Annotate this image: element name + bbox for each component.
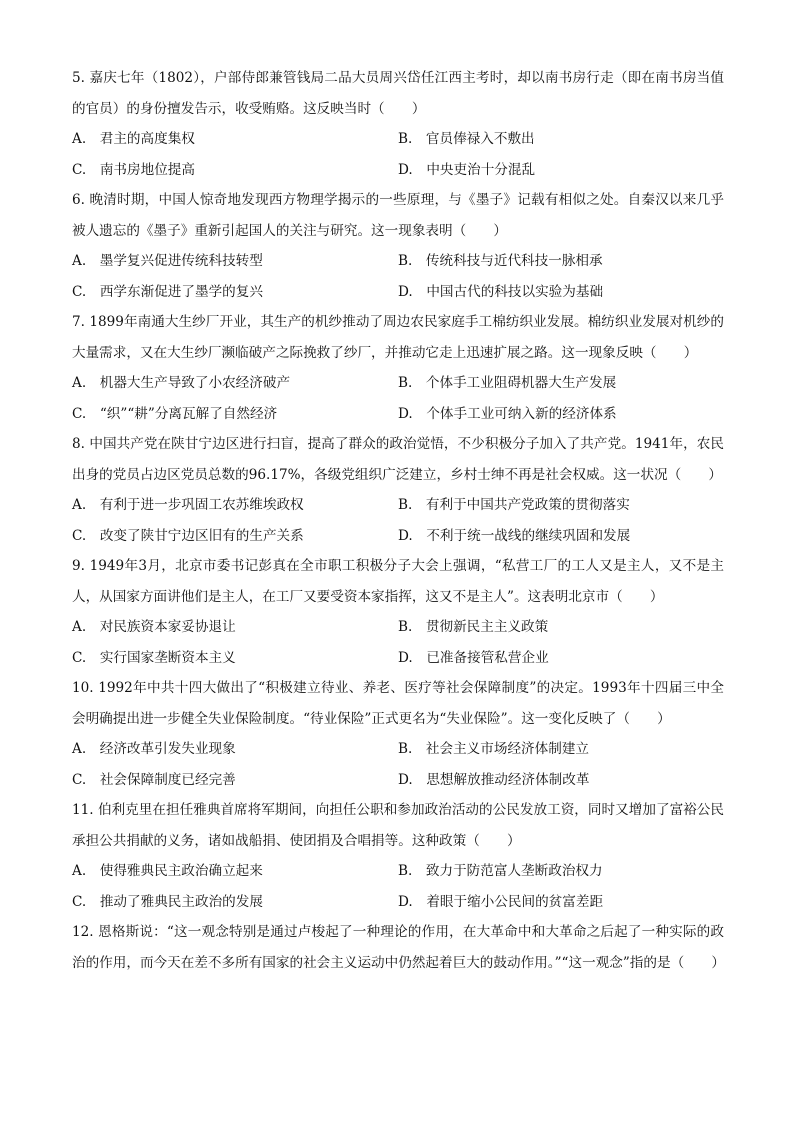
- question-12: [72, 917, 724, 978]
- answer-option: A. 机器大生产导致了小农经济破产: [72, 375, 291, 391]
- question-stem: 9. 1949年3月，北京市委书记彭真在全市职工积极分子大会上强调，“私营工厂的工人又是主人，又不是主人，从国家方面讲他们是主人，在工厂又要受资本家指挥，这又不是主人”。这表明北京市（ ）: [72, 558, 724, 605]
- answer-option: D. 中央吏治十分混乱: [398, 161, 536, 178]
- answer-option: C. 实行国家垄断资本主义: [72, 649, 236, 666]
- answer-options: [72, 246, 724, 307]
- question-11: [72, 795, 724, 917]
- question-stem: 12. 恩格斯说：“这一观念特别是通过卢梭起了一种理论的作用，在大革命中和大革命之后起了一种实际的政治的作用，而今天在差不多所有国家的社会主义运动中仍然起着巨大的鼓动作用。”“这一观念”指的是（ ）: [72, 924, 725, 971]
- question-stem: 8. 中国共产党在陕甘宁边区进行扫盲，提高了群众的政治觉悟，不少积极分子加入了共产党。1941年，农民出身的党员占边区党员总数的96.17%，各级党组织广泛建立，乡村士绅不再是社会权威。这一状况（ ）: [72, 436, 724, 483]
- answer-option: B. 贯彻新民主主义政策: [398, 619, 549, 635]
- question-5: [72, 63, 724, 185]
- question-7: [72, 307, 724, 429]
- answer-option: A. 墨学复兴促进传统科技转型: [72, 253, 263, 269]
- question-9: [72, 551, 724, 673]
- answer-option: D. 已准备接管私营企业: [398, 649, 549, 666]
- answer-options: [72, 368, 724, 429]
- answer-option: A. 使得雅典民主政治确立起来: [72, 863, 263, 879]
- answer-option: B. 官员俸禄入不敷出: [398, 131, 535, 147]
- question-6: [72, 185, 724, 307]
- answer-option: C. 推动了雅典民主政治的发展: [72, 893, 263, 910]
- answer-options: [72, 734, 724, 795]
- answer-option: B. 致力于防范富人垄断政治权力: [398, 863, 603, 879]
- answer-option: A. 君主的高度集权: [72, 131, 195, 147]
- question-10: [72, 673, 724, 795]
- answer-option: B. 个体手工业阻碍机器大生产发展: [398, 375, 617, 391]
- question-stem: 7. 1899年南通大生纱厂开业，其生产的机纱推动了周边农民家庭手工棉纺织业发展。棉纺织业发展对机纱的大量需求，又在大生纱厂濒临破产之际挽救了纱厂，并推动它走上迅速扩展之路。这一现象反映（ ）: [72, 314, 724, 361]
- question-stem: 6. 晚清时期，中国人惊奇地发现西方物理学揭示的一些原理，与《墨子》记载有相似之处。自秦汉以来几乎被人遗忘的《墨子》重新引起国人的关注与研究。这一现象表明（ ）: [72, 192, 724, 239]
- answer-options: [72, 612, 724, 673]
- answer-option: A. 经济改革引发失业现象: [72, 741, 236, 757]
- question-8: [72, 429, 724, 551]
- answer-option: D. 中国古代的科技以实验为基础: [398, 283, 604, 300]
- answer-option: C. 西学东渐促进了墨学的复兴: [72, 283, 263, 300]
- answer-options: [72, 124, 724, 185]
- answer-option: C. 改变了陕甘宁边区旧有的生产关系: [72, 527, 304, 544]
- answer-option: C. 社会保障制度已经完善: [72, 771, 236, 788]
- answer-option: B. 传统科技与近代科技一脉相承: [398, 253, 603, 269]
- question-stem: 11. 伯利克里在担任雅典首席将军期间，向担任公职和参加政治活动的公民发放工资，同时又增加了富裕公民承担公共捐献的义务，诸如战船捐、使团捐及合唱捐等。这种政策（ ）: [72, 802, 724, 849]
- question-stem: 10. 1992年中共十四大做出了“积极建立待业、养老、医疗等社会保障制度”的决定。1993年十四届三中全会明确提出进一步健全失业保险制度。“待业保险”正式更名为“失业保险”。这一变化反映了（ ）: [72, 680, 724, 727]
- answer-options: [72, 490, 724, 551]
- answer-option: D. 不利于统一战线的继续巩固和发展: [398, 527, 631, 544]
- answer-option: B. 有利于中国共产党政策的贯彻落实: [398, 497, 630, 513]
- answer-option: C. 南书房地位提高: [72, 161, 195, 178]
- answer-option: A. 有利于进一步巩固工农苏维埃政权: [72, 497, 304, 513]
- question-list: [72, 63, 724, 978]
- answer-option: D. 个体手工业可纳入新的经济体系: [398, 405, 617, 422]
- answer-option: D. 着眼于缩小公民间的贫富差距: [398, 893, 604, 910]
- answer-option: B. 社会主义市场经济体制建立: [398, 741, 590, 757]
- question-stem: 5. 嘉庆七年（1802），户部侍郎兼管钱局二品大员周兴岱任江西主考时，却以南书房行走（即在南书房当值的官员）的身份擅发告示，收受贿赂。这反映当时（ ）: [72, 70, 724, 117]
- answer-options: [72, 856, 724, 917]
- answer-option: C. “织”“耕”分离瓦解了自然经济: [72, 405, 278, 422]
- answer-option: D. 思想解放推动经济体制改革: [398, 771, 590, 788]
- answer-option: A. 对民族资本家妥协退让: [72, 619, 236, 635]
